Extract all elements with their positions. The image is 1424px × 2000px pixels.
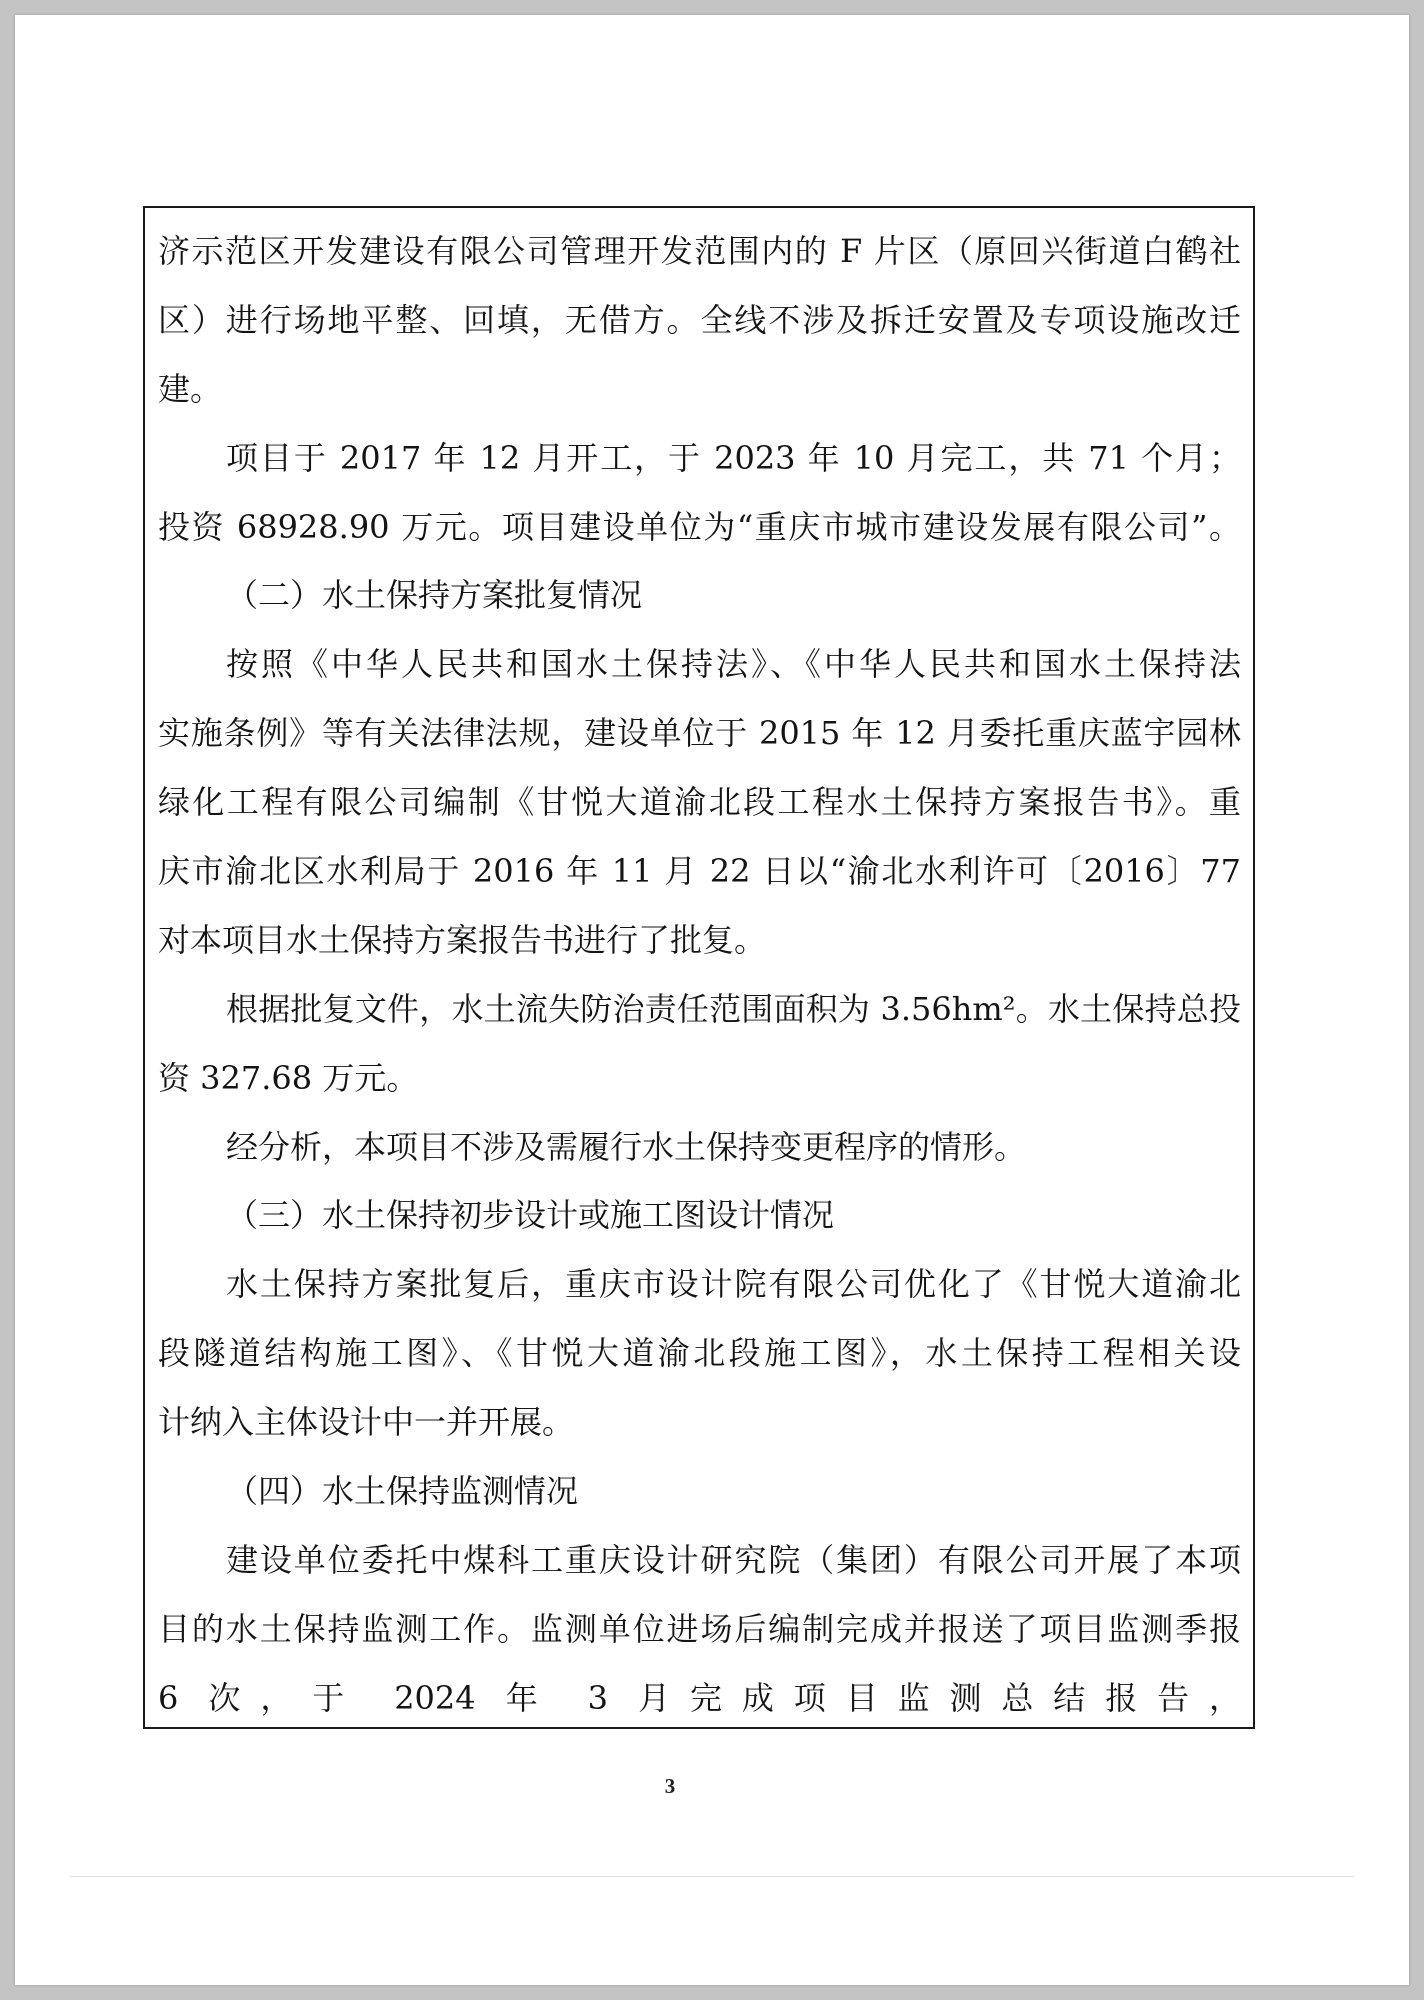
text-line: 区）进行场地平整、回填，无借方。全线不涉及拆迁安置及专项设施改迁 [158,300,1241,339]
text-line: 建设单位委托中煤科工重庆设计研究院（集团）有限公司开展了本项 [226,1540,1241,1579]
text-line: 计纳入主体设计中一并开展。 [158,1403,575,1442]
text-line: 建。 [158,369,223,408]
text-line: 绿化工程有限公司编制《甘悦大道渝北段工程水土保持方案报告书》。重 [158,783,1241,822]
document-page [15,15,1409,1985]
text-line: 庆市渝北区水利局于 2016 年 11 月 22 日以“渝北水利许可〔2016〕77 [158,852,1241,891]
text-line: 实施条例》等有关法律法规，建设单位于 2015 年 12 月委托重庆蓝宇园林 [158,714,1241,753]
text-line: 项目于 2017 年 12 月开工，于 2023 年 10 月完工，共 71 个月； [226,438,1241,477]
text-line: 按照《中华人民共和国水土保持法》、《中华人民共和国水土保持法 [226,645,1241,684]
text-line: 投资 68928.90 万元。项目建设单位为“重庆市城市建设发展有限公司”。 [158,507,1241,546]
text-line: 水土保持方案批复后，重庆市设计院有限公司优化了《甘悦大道渝北 [226,1265,1241,1304]
text-line: 资 327.68 万元。 [158,1058,419,1097]
page-number: 3 [664,1774,676,1798]
section-heading: （四）水土保持监测情况 [226,1472,579,1511]
text-line: 经分析，本项目不涉及需履行水土保持变更程序的情形。 [226,1127,1027,1166]
content-frame [143,206,1255,1729]
text-line: 济示范区开发建设有限公司管理开发范围内的 F 片区（原回兴街道白鹤社 [158,232,1241,270]
text-line: 6 次，于 2024 年 3 月完成项目监测总结报告， [158,1678,1241,1717]
scan-artifact-line [70,1876,1354,1877]
text-line: 目的水土保持监测工作。监测单位进场后编制完成并报送了项目监测季报 [158,1609,1241,1648]
section-heading: （二）水土保持方案批复情况 [226,576,643,615]
text-line: 对本项目水土保持方案报告书进行了批复。 [158,920,767,959]
section-heading: （三）水土保持初步设计或施工图设计情况 [226,1196,835,1235]
text-line: 根据批复文件，水土流失防治责任范围面积为 3.56hm²。水土保持总投 [226,989,1241,1028]
text-line: 段隧道结构施工图》、《甘悦大道渝北段施工图》，水土保持工程相关设 [158,1334,1241,1373]
